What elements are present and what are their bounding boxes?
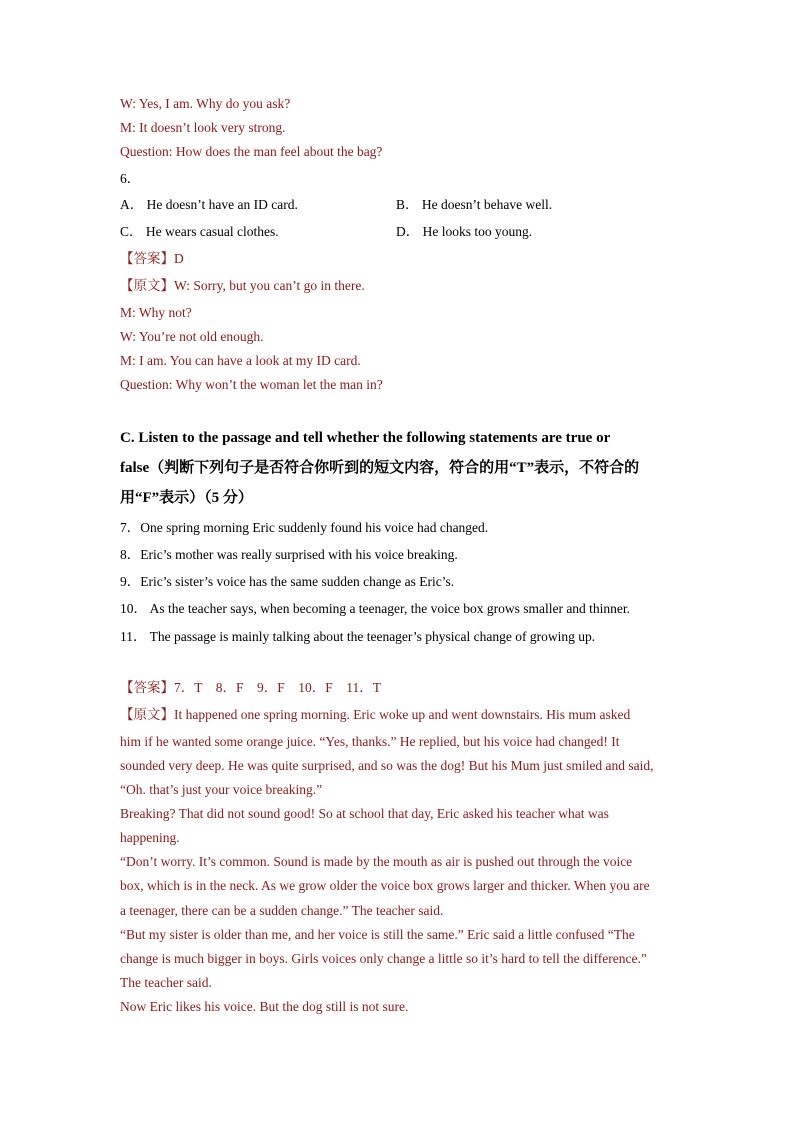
statement-item: 7．One spring morning Eric suddenly found his voice had changed. xyxy=(120,520,489,535)
statement-item: 10． As the teacher says, when becoming a teenager, the voice box grows smaller and thinner. xyxy=(120,601,631,616)
script-line: change is much bigger in boys. Girls voices only change a little so it’s hard to tell the difference.” xyxy=(120,951,647,966)
script-line: M: I am. You can have a look at my ID card. xyxy=(120,353,361,368)
script-line: M: Why not? xyxy=(120,305,192,320)
question-number: 6． xyxy=(120,171,141,186)
statement-item: 9．Eric’s sister’s voice has the same sudden change as Eric’s. xyxy=(120,574,455,589)
option-d: D． He looks too young. xyxy=(396,224,533,239)
answer-tag: 【答案】 xyxy=(120,680,174,695)
script-line: “Don’t worry. It’s common. Sound is made by the mouth as air is pushed out through the voice xyxy=(120,854,633,869)
answer-value: 7．T 8．F 9．F 10．F 11．T xyxy=(174,680,382,695)
answer-line xyxy=(120,250,184,268)
script-line: “But my sister is older than me, and her voice is still the same.” Eric said a little confused “The xyxy=(120,927,635,942)
section-heading: false（判断下列句子是否符合你听到的短文内容，符合的用“T”表示，不符合的 xyxy=(120,460,640,476)
script-line: The teacher said. xyxy=(120,975,212,990)
option-b: B． He doesn’t behave well. xyxy=(396,197,553,212)
script-line: happening. xyxy=(120,830,180,845)
script-line xyxy=(120,706,630,724)
dialogue-line: W: Yes, I am. Why do you ask? xyxy=(120,96,291,111)
script-line: Now Eric likes his voice. But the dog still is not sure. xyxy=(120,999,409,1014)
script-line: him if he wanted some orange juice. “Yes, thanks.” He replied, but his voice had changed! It xyxy=(120,734,620,749)
script-line: “Oh. that’s just your voice breaking.” xyxy=(120,782,323,797)
section-heading: C. Listen to the passage and tell whether the following statements are true or xyxy=(120,430,611,446)
script-line: a teenager, there can be a sudden change.” The teacher said. xyxy=(120,903,444,918)
option-a: A． He doesn’t have an ID card. xyxy=(120,197,298,212)
statement-item: 8．Eric’s mother was really surprised with his voice breaking. xyxy=(120,547,458,562)
script-tag: 【原文】 xyxy=(120,707,174,722)
answer-value: D xyxy=(174,251,184,266)
script-first-line: W: Sorry, but you can’t go in there. xyxy=(174,278,365,293)
answer-line xyxy=(120,679,381,697)
script-tag: 【原文】 xyxy=(120,278,174,293)
script-question: Question: Why won’t the woman let the man in? xyxy=(120,377,383,392)
script-line: W: You’re not old enough. xyxy=(120,329,264,344)
section-heading: 用“F”表示）（5 分） xyxy=(120,490,253,506)
script-line xyxy=(120,277,365,295)
dialogue-line: M: It doesn’t look very strong. xyxy=(120,120,286,135)
statement-item: 11． The passage is mainly talking about the teenager’s physical change of growing up. xyxy=(120,629,596,644)
dialogue-question: Question: How does the man feel about the bag? xyxy=(120,144,383,159)
answer-tag: 【答案】 xyxy=(120,251,174,266)
script-line: box, which is in the neck. As we grow older the voice box grows larger and thicker. When you are xyxy=(120,878,650,893)
script-line: Breaking? That did not sound good! So at school that day, Eric asked his teacher what was xyxy=(120,806,609,821)
script-first-line: It happened one spring morning. Eric woke up and went downstairs. His mum asked xyxy=(174,707,631,722)
script-line: sounded very deep. He was quite surprised, and so was the dog! But his Mum just smiled and said, xyxy=(120,758,654,773)
option-c: C． He wears casual clothes. xyxy=(120,224,279,239)
